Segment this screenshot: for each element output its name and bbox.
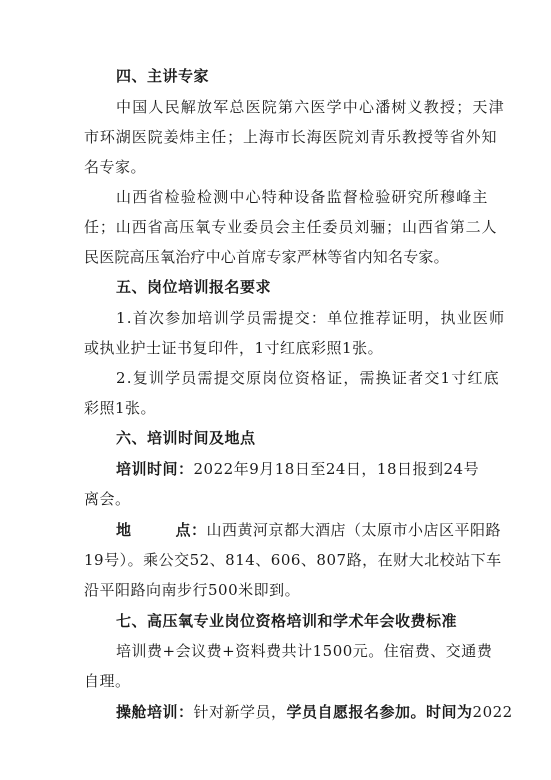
training-place-label-b: 点： bbox=[175, 521, 207, 539]
section-5-heading: 五、岗位培训报名要求 bbox=[116, 278, 272, 296]
training-place-line bbox=[116, 520, 501, 540]
section-5-para-1-line-1: 1.首次参加培训学员需提交：单位推荐证明，执业医师 bbox=[116, 309, 506, 327]
section-4-para-1-line-1: 中国人民解放军总医院第六医学中心潘树义教授；天津 bbox=[116, 98, 505, 116]
section-4-para-2-line-2: 任；山西省高压氧专业委员会主任委员刘骊；山西省第二人 bbox=[84, 218, 498, 236]
cabin-training-text-a: 针对新学员， bbox=[193, 703, 287, 721]
cabin-training-label: 操舱培训： bbox=[116, 703, 194, 721]
section-4-para-2-line-3: 民医院高压氧治疗中心首席专家严林等省内知名专家。 bbox=[84, 248, 449, 266]
section-7-para-1-line-2: 自理。 bbox=[84, 672, 131, 690]
section-4-para-1-line-3: 名专家。 bbox=[84, 158, 147, 176]
training-time-value: 2022年9月18日至24日，18日报到24号 bbox=[193, 460, 480, 478]
section-5-para-1-line-2: 或执业护士证书复印件，1寸红底彩照1张。 bbox=[84, 339, 384, 357]
training-time-label: 培训时间： bbox=[116, 460, 194, 478]
section-6-heading: 六、培训时间及地点 bbox=[116, 429, 256, 447]
training-time-line bbox=[116, 459, 479, 479]
training-place-line-3: 沿平阳路向南步行500米即到。 bbox=[84, 581, 301, 599]
section-5-para-2-line-2: 彩照1张。 bbox=[84, 399, 157, 417]
section-5-para-2-line-1: 2.复训学员需提交原岗位资格证，需换证者交1寸红底 bbox=[116, 369, 500, 387]
section-4-para-1-line-2: 市环湖医院姜炜主任；上海市长海医院刘青乐教授等省外知 bbox=[84, 128, 498, 146]
section-4-para-2-line-1: 山西省检验检测中心特种设备监督检验研究所穆峰主 bbox=[116, 188, 489, 206]
section-7-para-1-line-1: 培训费+会议费+资料费共计1500元。住宿费、交通费 bbox=[116, 642, 493, 660]
cabin-training-text-b: 学员自愿报名参加。时间为 bbox=[286, 703, 473, 721]
cabin-training-text-c: 2022 bbox=[472, 703, 513, 721]
training-place-value: 山西黄河京都大酒店（太原市小店区平阳路 bbox=[206, 521, 502, 539]
training-place-line-2: 19号）。乘公交52、814、606、807路，在财大北校站下车 bbox=[84, 551, 502, 569]
section-7-heading: 七、高压氧专业岗位资格培训和学术年会收费标准 bbox=[116, 612, 458, 630]
training-place-label-a: 地 bbox=[116, 521, 132, 539]
section-7-para-2-line-1 bbox=[116, 702, 513, 722]
training-time-line-2: 离会。 bbox=[84, 490, 131, 508]
section-4-heading: 四、主讲专家 bbox=[116, 67, 210, 85]
